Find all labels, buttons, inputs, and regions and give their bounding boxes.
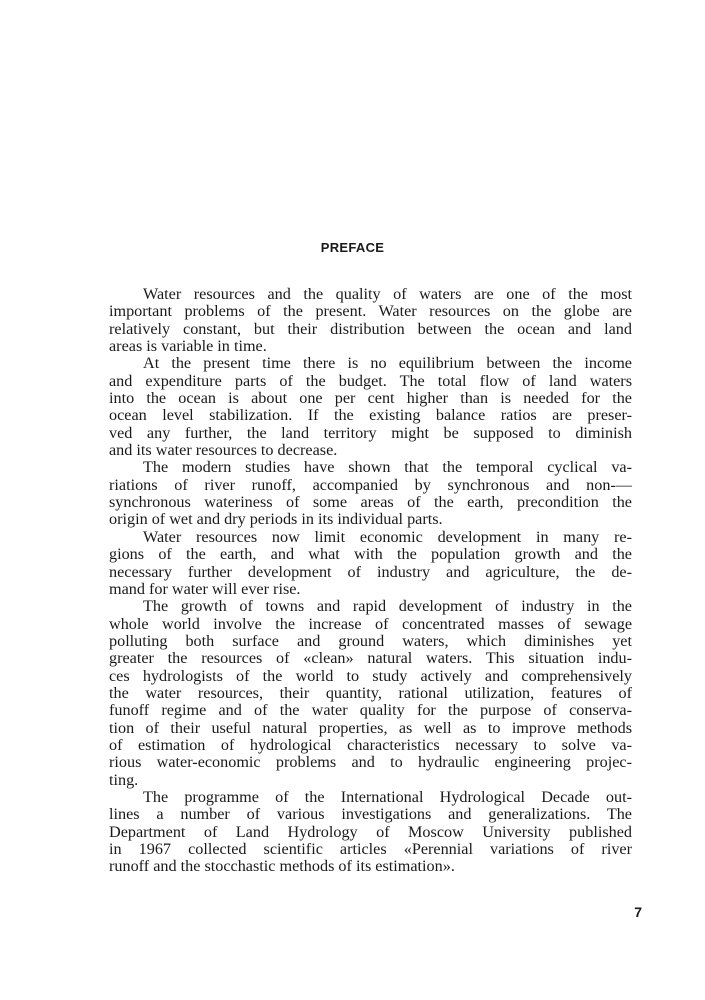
text-line: the water resources, their quantity, rational utilization, features of bbox=[109, 683, 632, 702]
text-line: ces hydrologists of the world to study actively and comprehensively bbox=[109, 666, 632, 685]
paragraph-5 bbox=[75, 598, 632, 789]
text-line: whole world involve the increase of concentrated masses of sewage bbox=[109, 614, 632, 633]
paragraph-1 bbox=[75, 286, 632, 355]
text-line: The programme of the International Hydrological Decade out- bbox=[143, 787, 632, 806]
text-line: The modern studies have shown that the temporal cyclical va- bbox=[143, 458, 632, 477]
text-line: Water resources and the quality of waters are one of the most bbox=[143, 285, 632, 303]
page-title: PREFACE bbox=[320, 240, 385, 255]
text-line: into the ocean is about one per cent higher than is needed for the bbox=[109, 389, 632, 408]
text-line: necessary further development of industry and agriculture, the de- bbox=[109, 562, 632, 581]
text-line: in 1967 collected scientific articles «Perennial variations of river bbox=[109, 840, 632, 858]
paragraph-6 bbox=[75, 789, 632, 876]
paragraph-2 bbox=[75, 355, 632, 459]
text-line: tion of their useful natural properties, as well as to improve methods bbox=[109, 718, 632, 737]
text-line: important problems of the present. Water resources on the globe are bbox=[109, 302, 632, 321]
text-line: origin of wet and dry periods in its individual parts. bbox=[109, 510, 443, 529]
text-line: Department of Land Hydrology of Moscow University published bbox=[109, 822, 632, 841]
text-line: of estimation of hydrological characteristics necessary to solve va- bbox=[109, 735, 632, 754]
page-number: 7 bbox=[634, 904, 642, 920]
text-line: lines a number of various investigations and generalizations. The bbox=[109, 805, 632, 824]
document-body bbox=[75, 286, 632, 876]
text-line: polluting both surface and ground waters, which diminishes yet bbox=[109, 631, 632, 650]
paragraph-4 bbox=[75, 529, 632, 598]
text-line: riations of river runoff, accompanied by synchronous and non-— bbox=[109, 475, 632, 494]
text-line: gions of the earth, and what with the population growth and the bbox=[109, 545, 632, 564]
text-line: areas is variable in time. bbox=[109, 337, 267, 356]
text-line: ved any further, the land territory might be supposed to diminish bbox=[109, 423, 632, 442]
text-line: At the present time there is no equilibrium between the income bbox=[143, 354, 632, 373]
text-line: relatively constant, but their distribution between the ocean and land bbox=[109, 319, 632, 338]
text-line: The growth of towns and rapid development of industry in the bbox=[143, 597, 632, 616]
text-line: runoff and the stocchastic methods of its estimation». bbox=[109, 857, 455, 876]
text-line: ting. bbox=[109, 770, 139, 789]
text-line: ocean level stabilization. If the existing balance ratios are preser- bbox=[109, 406, 632, 425]
text-line: and expenditure parts of the budget. The total flow of land waters bbox=[109, 371, 632, 390]
text-line: mand for water will ever rise. bbox=[109, 579, 301, 598]
text-line: greater the resources of «clean» natural waters. This situation indu- bbox=[109, 649, 632, 668]
text-line: funoff regime and of the water quality for the purpose of conserva- bbox=[109, 701, 632, 720]
text-line: rious water-economic problems and to hydraulic engineering projec- bbox=[109, 753, 632, 772]
text-line: Water resources now limit economic development in many re- bbox=[143, 527, 632, 546]
text-line: synchronous wateriness of some areas of the earth, precondition the bbox=[109, 493, 632, 512]
paragraph-3 bbox=[75, 459, 632, 528]
text-line: and its water resources to decrease. bbox=[109, 441, 338, 460]
